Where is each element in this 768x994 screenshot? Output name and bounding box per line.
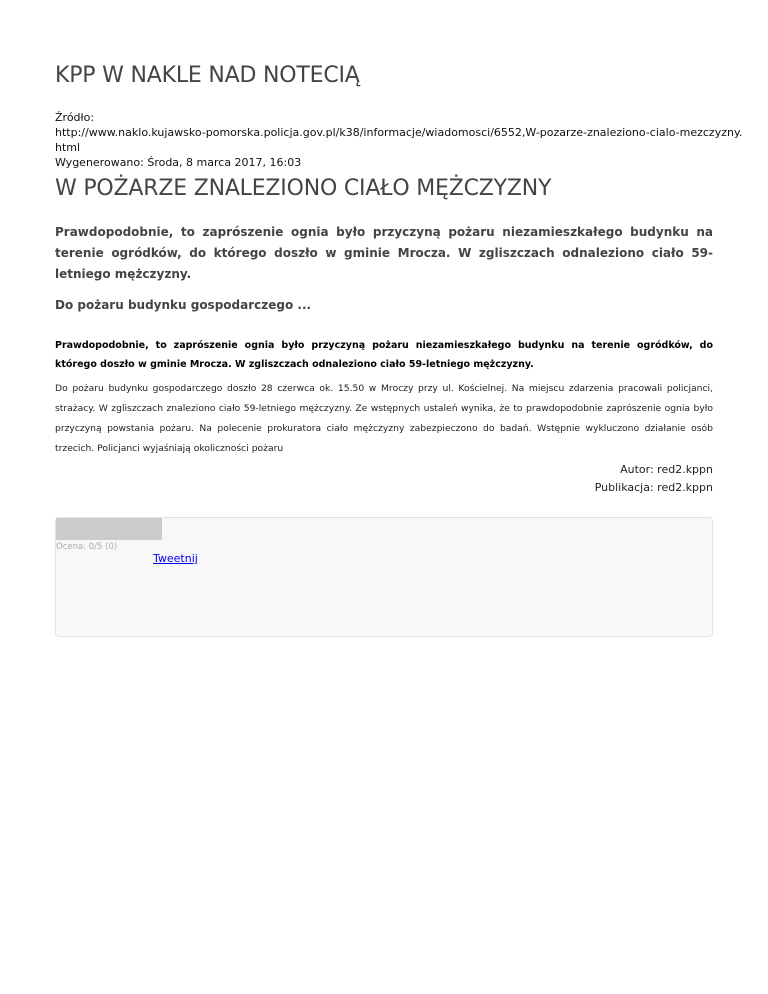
article-meta (595, 461, 713, 497)
article-title: W POŻARZE ZNALEZIONO CIAŁO MĘŻCZYZNY (55, 176, 552, 201)
rating-stars-bar[interactable] (56, 518, 162, 540)
article-teaser: Do pożaru budynku gospodarczego ... (55, 298, 312, 312)
source-info (55, 110, 743, 170)
rating-label: Ocena: 0/5 (0) (56, 542, 118, 552)
tweet-link[interactable]: Tweetnij (153, 552, 198, 565)
source-label: Źródło: (55, 111, 95, 124)
article-lead-repeat: Prawdopodobnie, to zaprószenie ognia było przyczyną pożaru niezamieszkałego budynku na terenie ogródków, do którego doszło w gminie Mrocza. W zgliszczach odnaleziono ciało 59-letniego mężczyzny. (55, 340, 713, 370)
source-url-line1: http://www.naklo.kujawsko-pomorska.policja.gov.pl/k38/informacje/wiadomosci/6552,W-pozarze-znaleziono-cialo-mezczyzny. (55, 126, 743, 139)
publication-line: Publikacja: red2.kppn (594, 481, 713, 494)
generated-date: Wygenerowano: Środa, 8 marca 2017, 16:03 (55, 156, 302, 169)
article-body: Do pożaru budynku gospodarczego doszło 28 czerwca ok. 15.50 w Mroczy przy ul. Kościelnej. Na miejscu zdarzenia pracowali policjanci, strażacy. W zgliszczach znaleziono ciało 59-letniego mężczyzny. Ze wstępnych ustaleń wynika, że to prawdopodobnie zaprószenie ognia było przyczyną powstania pożaru. Na polecenie prokuratora ciało mężczyzny zabezpieczono do badań. Wstępnie wykluczono działanie osób trzecich. Policjanci wyjaśniają okoliczności pożaru (55, 383, 713, 454)
source-url-line2: html (55, 141, 81, 154)
site-title: KPP W NAKLE NAD NOTECIĄ (55, 63, 360, 88)
author-line: Autor: red2.kppn (620, 463, 713, 476)
article-lead: Prawdopodobnie, to zaprószenie ognia było przyczyną pożaru niezamieszkałego budynku na terenie ogródków, do którego doszło w gminie Mrocza. W zgliszczach odnaleziono ciało 59-letniego mężczyzny. (55, 225, 713, 281)
rating-panel (55, 517, 713, 637)
